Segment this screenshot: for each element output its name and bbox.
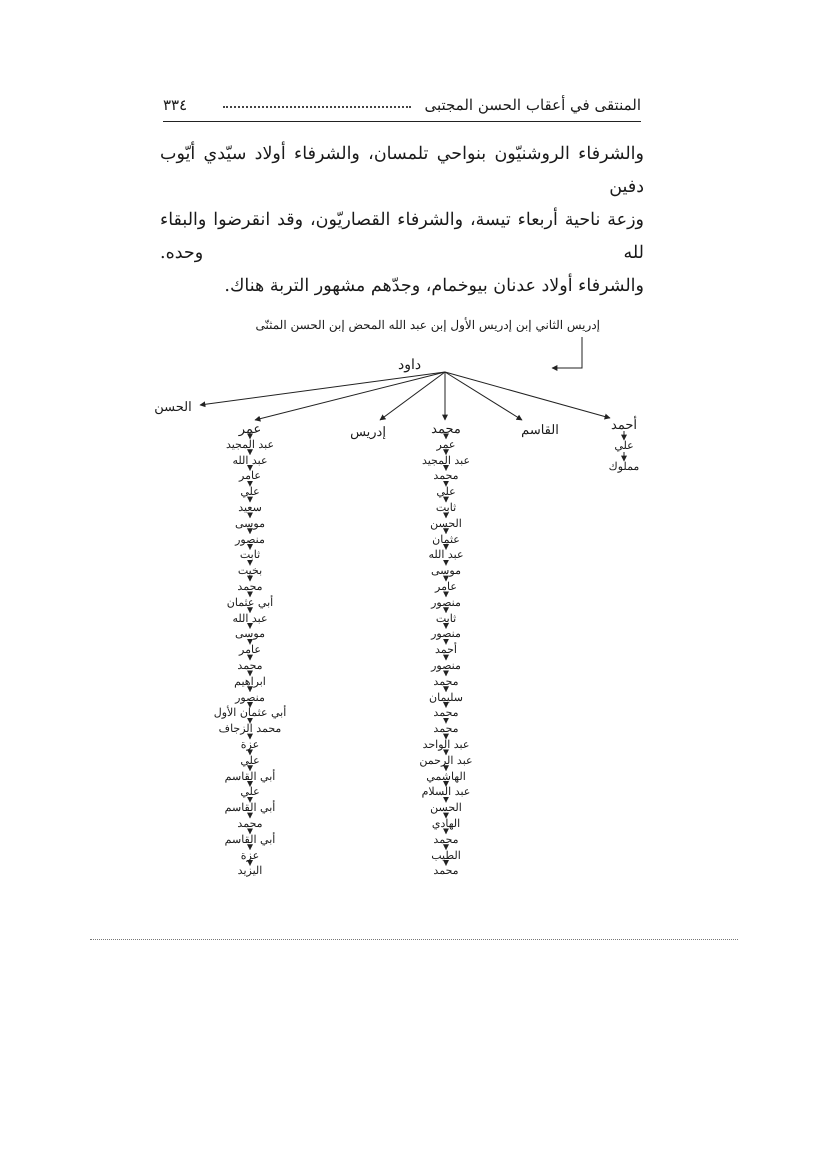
umar-node: أبي عثمان: [226, 595, 274, 609]
muhammad-node: أحمد: [435, 643, 457, 657]
umar-node: عزة: [240, 738, 260, 751]
muhammad-node: الهاشمي: [426, 769, 466, 783]
muhammad-node: الحسن: [430, 801, 462, 815]
umar-node: أبي القاسم: [224, 769, 276, 783]
muhammad-node: علي: [436, 485, 456, 499]
umar-node: عبد الله: [232, 611, 268, 625]
muhammad-node: موسى: [431, 564, 461, 578]
umar-node: عامر: [239, 643, 261, 657]
muhammad-node: محمد: [433, 722, 459, 736]
umar-node: بخيت: [237, 564, 263, 578]
muhammad-node: عامر: [435, 580, 457, 593]
muhammad-node: منصور: [431, 595, 461, 609]
umar-node: ثابت: [239, 548, 261, 562]
umar-node: منصور: [235, 532, 265, 546]
paragraph-line: والشرفاء الروشنيّون بنواحي تلمسان، والشرفاء أولاد سيّدي أيّوب دفين: [160, 144, 644, 197]
muhammad-node: محمد: [433, 674, 459, 688]
umar-node: علي: [240, 485, 260, 499]
umar-node: عزة: [240, 848, 260, 862]
umar-node: ابراهيم: [234, 674, 266, 688]
muhammad-node: عمر: [436, 437, 456, 451]
umar-node: عبد المجيد: [225, 437, 275, 451]
muhammad-node: محمد: [431, 422, 461, 437]
muhammad-node: ثابت: [435, 501, 457, 514]
umar-node: عامر: [239, 469, 261, 483]
muhammad-node: ثابت: [435, 611, 457, 625]
muhammad-node: محمد: [433, 832, 459, 846]
umar-node: عبد الله: [232, 453, 268, 467]
footer-rule: [90, 939, 738, 940]
umar-node: أبي عثمان الأول: [213, 706, 287, 720]
branch-idris: إدريس: [350, 425, 386, 440]
muhammad-node: عثمان: [432, 532, 460, 546]
umar-node: موسى: [235, 627, 265, 641]
root-to-ahmad: [445, 372, 610, 418]
umar-node: محمد: [237, 659, 263, 672]
muhammad-node: الحسن: [430, 516, 462, 530]
umar-node: سعيد: [238, 501, 262, 514]
muhammad-node: عبد الرحمن: [419, 753, 473, 767]
branch-qasim: القاسم: [521, 423, 559, 438]
umar-node: اليزيد: [237, 864, 263, 878]
muhammad-node: محمد: [433, 469, 459, 483]
muhammad-node: عبد الله: [428, 548, 464, 562]
muhammad-node: سليمان: [429, 690, 463, 704]
umar-node: منصور: [235, 690, 265, 704]
muhammad-node: منصور: [431, 627, 461, 641]
umar-node: عمر: [238, 422, 262, 437]
muhammad-node: محمد: [433, 706, 459, 720]
umar-node: علي: [240, 753, 260, 767]
muhammad-node: منصور: [431, 659, 461, 672]
title-connector: [552, 337, 582, 368]
book-title: المنتقى في أعقاب الحسن المجتبى: [424, 96, 641, 114]
muhammad-node: محمد: [433, 864, 459, 878]
ahmad-node: مملوك: [608, 460, 640, 473]
root-to-qasim: [445, 372, 522, 420]
umar-node: محمد: [237, 580, 263, 593]
root-to-umar: [255, 372, 445, 420]
paragraph-line: وزعة ناحية أربعاء تيسة، والشرفاء القصاريّون، وقد انقرضوا والبقاء لله وحده.: [160, 210, 644, 263]
muhammad-node: عبد المجيد: [421, 453, 471, 467]
ahmad-node: أحمد: [611, 418, 637, 433]
muhammad-node: الطيب: [431, 848, 461, 862]
muhammad-node: عبد الواحد: [422, 738, 470, 751]
branch-hassan: الحسن: [154, 400, 192, 415]
root-to-hassan: [200, 372, 445, 405]
tree-root: داود: [398, 357, 422, 373]
umar-node: أبي القاسم: [224, 801, 276, 815]
tree-title: إدريس الثاني إبن إدريس الأول إبن عبد الله المحض إبن الحسن المثنّى: [255, 318, 600, 332]
umar-node: علي: [240, 785, 260, 799]
ahmad-node: علي: [614, 439, 634, 452]
umar-node: محمد الزجاف: [218, 722, 282, 736]
umar-node: أبي القاسم: [224, 832, 276, 846]
umar-node: محمد: [237, 817, 263, 830]
paragraph-line: والشرفاء أولاد عدنان بيوخمام، وجدّهم مشهور التربة هناك.: [224, 276, 644, 296]
muhammad-node: الهادي: [431, 817, 461, 830]
page-number: ٣٣٤: [163, 96, 188, 114]
muhammad-node: عبد السلام: [421, 785, 471, 799]
umar-node: موسى: [235, 516, 265, 530]
